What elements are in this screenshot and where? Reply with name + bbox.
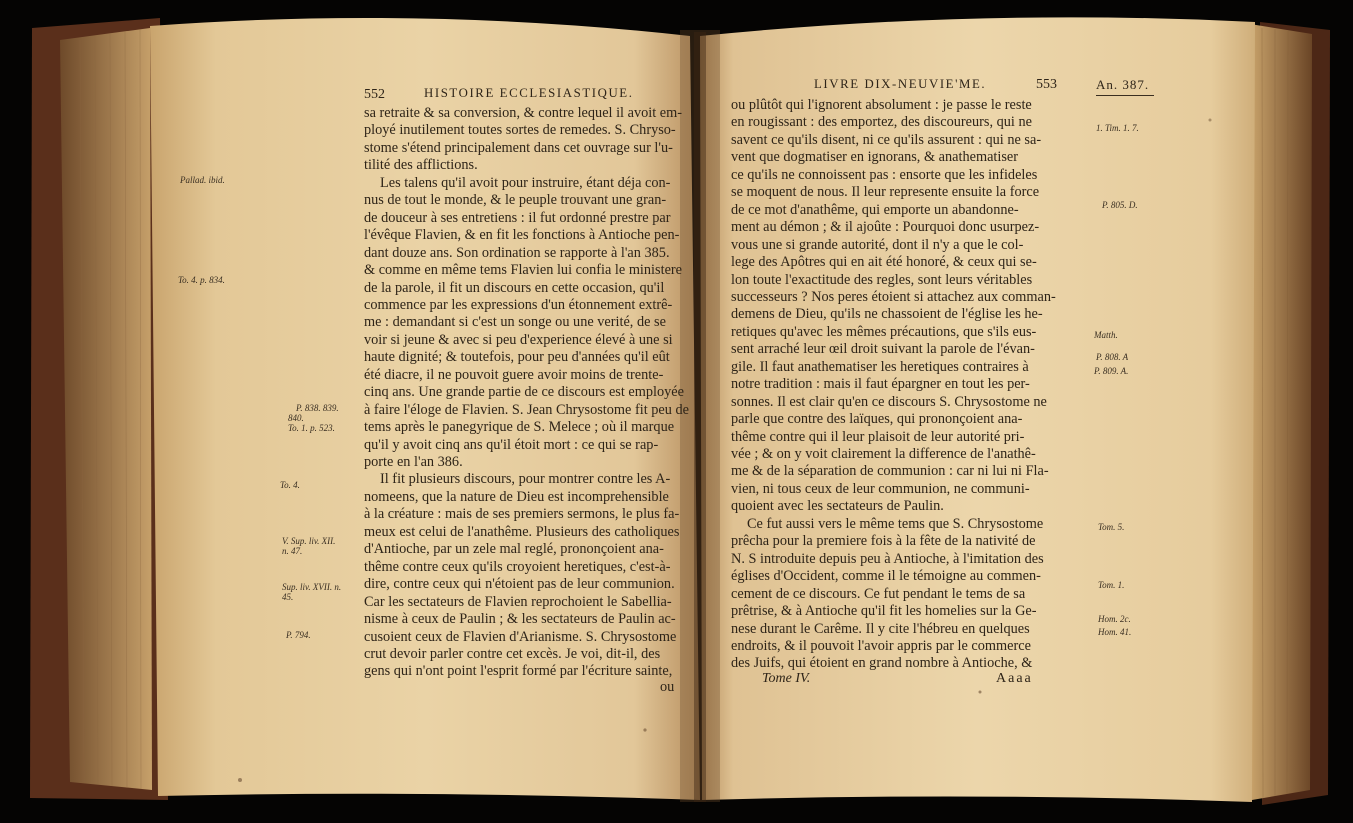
- text-line: retiques qu'avec les mêmes précautions, que s'ils eus-: [731, 323, 1037, 340]
- left-running-head: HISTOIRE ECCLESIASTIQUE.: [424, 86, 634, 100]
- text-line: Car les sectateurs de Flavien reprochoient le Sabellia-: [364, 593, 672, 610]
- signature-mark: Aaaa: [996, 671, 1033, 686]
- text-line: vous une si grande autorité, dont il n'y a que le col-: [731, 236, 1024, 253]
- margin-note: 45.: [282, 592, 294, 602]
- text-line: cusoient ceux de Flavien d'Arianisme. S. Chrysostome: [364, 628, 677, 645]
- margin-note: 840.: [288, 413, 304, 423]
- text-line: voir si jeune & avec si peu d'experience élevé à une si: [364, 331, 673, 348]
- text-line: thême contre ceux qu'ils croyoient heretiques, c'est-à-: [364, 558, 671, 575]
- margin-note: Sup. liv. XVII. n.: [282, 582, 342, 592]
- margin-note: To. 4.: [280, 480, 300, 490]
- text-line: demens de Dieu, qu'ils ne chassoient de l'église les he-: [731, 306, 1043, 323]
- margin-note: P. 808. A: [1096, 352, 1129, 362]
- text-line: dire, contre ceux qui n'étoient pas de leur communion.: [364, 576, 675, 593]
- margin-note: P. 809. A.: [1094, 366, 1129, 376]
- text-line: églises d'Occident, comme il le témoigne au commen-: [731, 568, 1041, 585]
- text-line: notre tradition : mais il faut épargner en tout les per-: [731, 376, 1030, 393]
- margin-note: Pallad. ibid.: [180, 175, 225, 185]
- text-line: nomeens, que la nature de Dieu est incomprehensible: [364, 488, 669, 505]
- text-line: nisme à ceux de Paulin ; & les sectateurs de Paulin ac-: [364, 611, 676, 628]
- text-line: de la parole, il fit un discours en cette occasion, qu'il: [364, 279, 665, 296]
- text-line: en rougissant : des emportez, des discoureurs, qui ne: [731, 114, 1032, 131]
- text-line: savent ce qu'ils disent, ni ce qu'ils assurent : qui ne sa-: [731, 131, 1042, 148]
- text-line: successeurs ? Nos peres étoient si attachez aux comman-: [731, 288, 1056, 305]
- text-line: gens qui n'ont point l'esprit formé par l'écriture sainte,: [364, 663, 673, 680]
- margin-note: Hom. 41.: [1098, 627, 1132, 637]
- text-line: sa retraite & sa conversion, & contre lequel il avoit em-: [364, 105, 682, 121]
- margin-note: To. 4. p. 834.: [178, 275, 225, 285]
- text-line: ployé inutilement toutes sortes de remedes. S. Chryso-: [364, 122, 676, 139]
- margin-note: Tom. 1.: [1098, 580, 1125, 590]
- text-line: dant douze ans. Son ordination se rapporte à l'an 385.: [364, 244, 670, 261]
- margin-note: n. 47.: [282, 546, 303, 556]
- text-line: Ce fut aussi vers le même tems que S. Chrysostome: [747, 515, 1044, 532]
- text-line: crut devoir parler contre cet excès. Je voi, dit-il, des: [364, 645, 661, 662]
- margin-note: Matth.: [1094, 330, 1118, 340]
- text-line: l'évêque Flavien, & en fit les fonctions à Antioche pen-: [364, 227, 680, 244]
- text-line: me & de la séparation de communion : car ni lui ni Fla-: [731, 463, 1049, 480]
- text-line: de ce mot d'anathême, qui emporte un abandonne-: [731, 201, 1019, 218]
- text-line: gile. Il faut anathematiser les heretiques contraires à: [731, 358, 1029, 375]
- text-line: Il fit plusieurs discours, pour montrer contre les A-: [380, 471, 671, 488]
- text-line: prêtrise, & à Antioche qu'il fit les homelies sur la Ge-: [731, 603, 1037, 620]
- text-line: me : demandant si c'est un songe ou une verité, de se: [364, 314, 666, 331]
- text-line: thême contre qui il leur plaisoit de leur autorité pri-: [731, 428, 1025, 445]
- text-line: nese durant le Carême. Il y cite l'hébreu en quelques: [731, 620, 1030, 637]
- text-line: endroits, & il pouvoit l'avoir appris par le commerce: [731, 637, 1031, 654]
- margin-note: To. 1. p. 523.: [288, 423, 335, 433]
- text-line: N. S introduite depuis peu à Antioche, à l'imitation des: [731, 550, 1044, 567]
- text-line: cinq ans. Une grande partie de ce discours est employée: [364, 384, 684, 401]
- year-marker: An. 387.: [1096, 77, 1150, 92]
- text-line: qu'il y avoit cinq ans qu'il étoit mort : ce qui se rap-: [364, 436, 659, 453]
- year-rule: [1096, 95, 1154, 96]
- text-line: ou plûtôt qui l'ignorent absolument : je passe le reste: [731, 97, 1032, 113]
- text-line: de douceur à ses entretiens : il fut ordonné prestre par: [364, 209, 671, 226]
- text-line: vien, ni tous ceux de leur communion, ne communi-: [731, 480, 1030, 497]
- text-line: été diacre, il ne pouvoit guere avoir moins de trente-: [364, 366, 664, 383]
- margin-note: P. 805. D.: [1102, 200, 1138, 210]
- text-line: commence par les expressions d'un étonnement extrê-: [364, 296, 673, 313]
- text-line: vent que dogmatiser en ignorans, & anathematiser: [731, 149, 1019, 166]
- text-line: haute dignité; & toutefois, pour peu d'années qu'il eût: [364, 349, 670, 366]
- text-line: lon toute l'exactitude des regles, sont leurs véritables: [731, 271, 1033, 288]
- text-line: à la créature : mais de ses premiers sermons, le plus fa-: [364, 506, 680, 523]
- margin-note: V. Sup. liv. XII.: [282, 536, 336, 546]
- text-line: nus de tout le monde, & le peuple trouvant une gran-: [364, 192, 667, 209]
- text-line: lege des Apôtres qui en ait été honoré, & ceux qui se-: [731, 254, 1037, 271]
- text-line: cement de ce discours. Ce fut pendant le tems de sa: [731, 585, 1026, 602]
- text-line: stome s'étend principalement dans cet ouvrage sur l'u-: [364, 139, 673, 156]
- margin-note: Tom. 5.: [1098, 522, 1125, 532]
- text-line: Les talens qu'il avoit pour instruire, étant déja con-: [380, 174, 671, 191]
- text-line: sonnes. Il est clair qu'en ce discours S. Chrysostome ne: [731, 393, 1047, 410]
- right-page-number: 553: [1036, 77, 1057, 92]
- margin-note: P. 838. 839.: [296, 403, 339, 413]
- text-line: tilité des afflictions.: [364, 157, 478, 174]
- left-page-number: 552: [364, 87, 385, 102]
- margin-note: Hom. 2c.: [1098, 614, 1131, 624]
- text-line: vée ; & on y voit clairement la difference de l'anathê-: [731, 446, 1036, 462]
- text-line: se moquent de nous. Il leur represente ensuite la force: [731, 184, 1040, 201]
- text-line: tems après le panegyrique de S. Melece ; où il marque: [364, 419, 675, 436]
- right-running-head: LIVRE DIX-NEUVIE'ME.: [814, 77, 987, 91]
- tome-label: Tome IV.: [762, 671, 811, 686]
- right-page-edges: [1250, 24, 1312, 800]
- text-line: prêcha pour la premiere fois à la fête de la nativité de: [731, 533, 1036, 550]
- text-line: porte en l'an 386.: [364, 454, 463, 470]
- text-line: d'Antioche, par un zele mal reglé, prononçoient ana-: [364, 541, 664, 558]
- margin-note: P. 794.: [286, 630, 311, 640]
- text-line: parle que contre des laïques, qui prononçoient ana-: [731, 411, 1023, 428]
- text-line: ment au démon ; & il ajoûte : Pourquoi donc usurpez-: [731, 219, 1040, 236]
- text-line: à faire l'éloge de Flavien. S. Jean Chrysostome fit peu de: [364, 401, 689, 418]
- left-page-edges: [60, 28, 152, 790]
- text-line: sent arraché leur œil droit suivant la parole de l'évan-: [731, 341, 1035, 358]
- text-line: ce qu'ils ne connoissent pas : ensorte que les infideles: [731, 166, 1038, 183]
- text-line: des Juifs, qui étoient en grand nombre à Antioche, &: [731, 655, 1033, 672]
- left-catchword: ou: [660, 679, 675, 695]
- margin-note: 1. Tim. 1. 7.: [1096, 123, 1139, 133]
- text-line: quoient avec les sectateurs de Paulin.: [731, 498, 944, 515]
- text-line: meux est celui de l'anathême. Plusieurs des catholiques: [364, 523, 680, 540]
- text-line: & comme en même tems Flavien lui confia le ministere: [364, 262, 683, 279]
